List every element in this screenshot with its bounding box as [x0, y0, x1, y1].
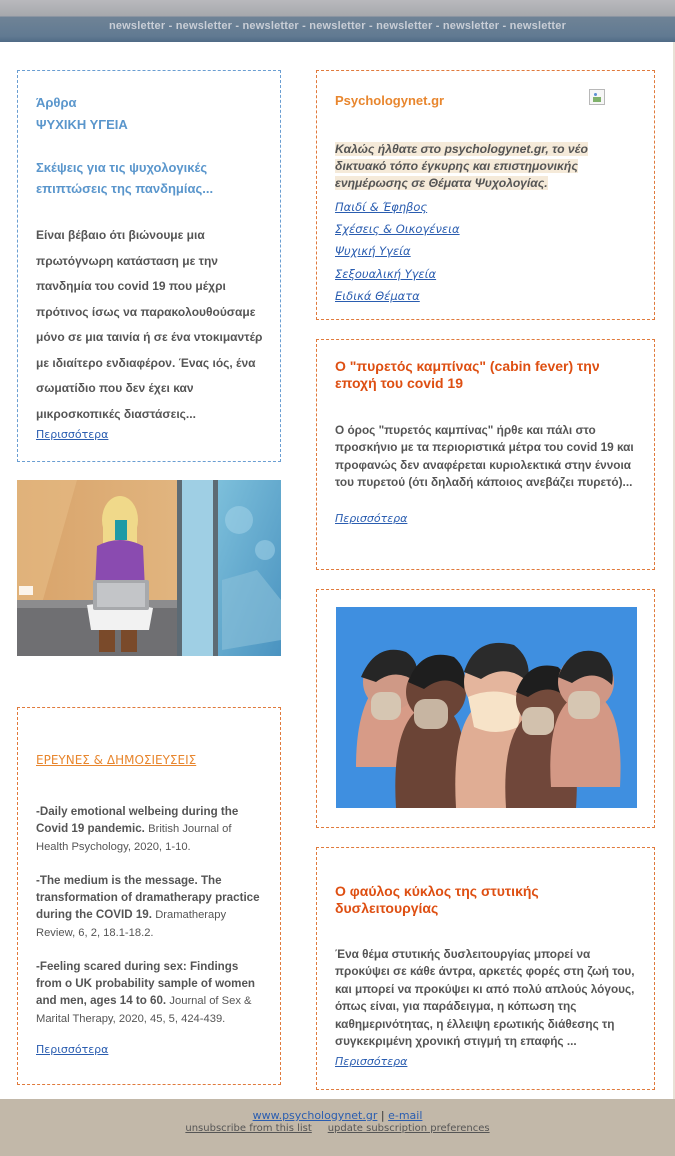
research-heading[interactable]: ΕΡΕΥΝΕΣ & ΔΗΜΟΣΙΕΥΣΕΙΣ — [36, 753, 197, 767]
newsletter-footer — [0, 1099, 675, 1156]
research-item-source: Dramatherapy Review, 6, 2, 18.1-18.2. — [36, 909, 227, 939]
read-more-link[interactable]: Περισσότερα — [36, 1043, 109, 1056]
research-item-title: -The medium is the message. The transformation of dramatherapy practice during the COVID 19. — [36, 874, 260, 921]
article-category: Άρθρα — [36, 95, 77, 110]
category-links — [335, 196, 460, 307]
site-title: Psychologynet.gr — [335, 93, 445, 108]
website-link[interactable]: www.psychologynet.gr — [252, 1109, 378, 1122]
footer-links — [0, 1109, 675, 1122]
subscription-links — [0, 1123, 675, 1134]
unsubscribe-link[interactable]: unsubscribe from this list — [185, 1123, 312, 1134]
category-link-special-topics[interactable]: Ειδικά Θέματα — [335, 288, 420, 303]
read-more-link[interactable]: Περισσότερα — [335, 1055, 408, 1068]
article-section: ΨΥΧΙΚΗ ΥΓΕΙΑ — [36, 117, 128, 132]
article-excerpt: Ο όρος "πυρετός καμπίνας" ήρθε και πάλι στο προσκήνιο με τα περιοριστικά μέτρα του covid 19 και προφανώς δεν αναφέρεται κυριολεκτικά στην έννοια του πυρετού (ότι δηλαδή κάποιος ανεβάζει πυρετό)... — [335, 423, 634, 490]
research-item — [36, 803, 266, 856]
category-link-child[interactable]: Παιδί & Έφηβος — [335, 200, 428, 214]
newsletter-banner: newsletter - newsletter - newsletter - newsletter - newsletter - newsletter - newsletter — [108, 20, 567, 32]
read-more-link[interactable]: Περισσότερα — [335, 512, 408, 525]
article-title[interactable]: Σκέψεις για τις ψυχολογικές επιπτώσεις της πανδημίας... — [36, 160, 214, 196]
welcome-text: Καλώς ήλθατε στο psychologynet.gr, το νέο δικτυακό τόπο έγκυρης και επιστημονικής ενημέρωσης σε Θέματα Ψυχολογίας. — [335, 142, 588, 190]
research-item — [36, 958, 266, 1028]
cabin-fever-card — [316, 339, 655, 570]
research-item-source: British Journal of Health Psychology, 2020, 1-10. — [36, 823, 232, 853]
article-excerpt: Είναι βέβαιο ότι βιώνουμε μια πρωτόγνωρη κατάσταση με την πανδημία του covid 19 που μέχρι πρότινος ίσως να παρακολουθούσαμε μόνο σε μια ταινία ή σε ένα ντοκιμαντέρ με ιδιαίτερο ενδιαφέρον. Ένας ιός, ένα σωματίδιο που δεν έχει καν μικροσκοπικές διαστάσεις... — [36, 228, 263, 421]
article-title[interactable]: Ο φαύλος κύκλος της στυτικής δυσλειτουργίας — [335, 883, 539, 916]
woman-laptop-illustration — [17, 480, 281, 656]
article-title[interactable]: Ο "πυρετός καμπίνας" (cabin fever) την εποχή του covid 19 — [335, 358, 600, 391]
category-link-mental-health[interactable]: Ψυχική Υγεία — [335, 244, 411, 259]
research-item-source: Journal of Sex & Marital Therapy, 2020, 45, 5, 424-439. — [36, 995, 252, 1025]
category-link-sexual-health[interactable]: Σεξουαλική Υγεία — [335, 266, 437, 281]
research-card — [17, 707, 281, 1085]
article-excerpt: Ένα θέμα στυτικής δυσλειτουργίας μπορεί να προκύψει σε κάθε άντρα, αρκετές φορές στη ζωή του, και μπορεί να προκύψει κι από πολύ απλούς λόγους, όπως είναι, για παράδειγμα, η κόπωση της καθημερινότητας, η έλλειψη ερωτικής διάθεσης τη συγκεκριμένη χρονική στιγμή τη επαφής ... — [335, 947, 635, 1049]
research-item-title: -Feeling scared during sex: Findings from o UK probability sample of women and men, ages 14 to 60. — [36, 960, 256, 1007]
category-link-relationships[interactable]: Σχέσεις & Οικογένεια — [335, 222, 460, 237]
footer-separator: | — [380, 1109, 385, 1122]
email-link[interactable]: e-mail — [388, 1109, 423, 1122]
broken-image-icon — [589, 89, 605, 105]
dysfunction-card — [316, 847, 655, 1090]
research-item-title: -Daily emotional welbeing during the Covid 19 pandemic. — [36, 805, 239, 835]
masked-people-illustration — [336, 607, 637, 808]
mask-image-card — [316, 589, 655, 828]
psychologynet-card — [316, 70, 655, 320]
newsletter-header — [0, 0, 675, 42]
read-more-link[interactable]: Περισσότερα — [36, 428, 109, 441]
left-article-card — [17, 70, 281, 462]
research-item — [36, 872, 266, 942]
update-preferences-link[interactable]: update subscription preferences — [327, 1123, 490, 1134]
